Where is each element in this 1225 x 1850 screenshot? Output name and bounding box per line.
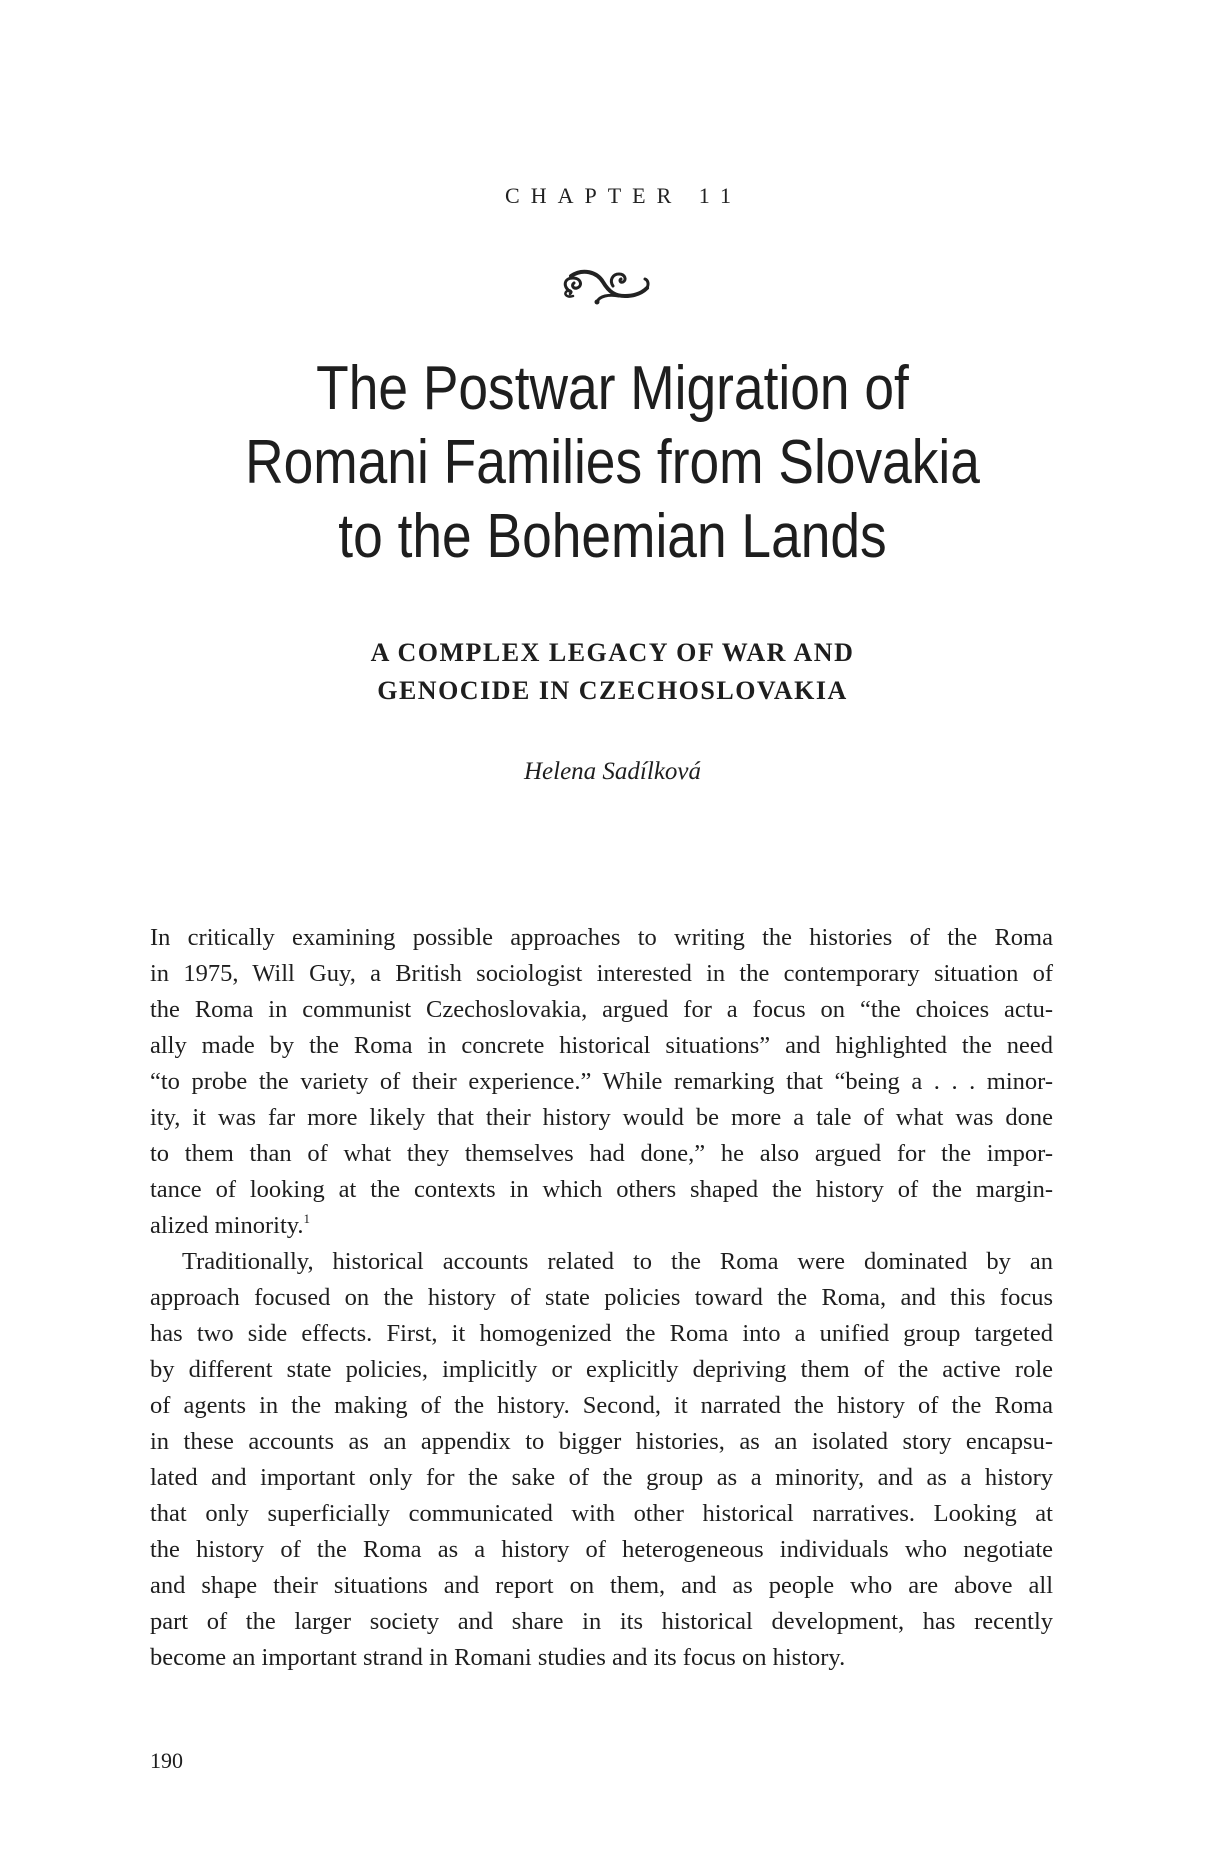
footnote-reference[interactable]: 1 <box>303 1211 311 1226</box>
paragraph <box>150 1244 1053 1676</box>
fleuron-ornament-icon <box>553 262 653 306</box>
text-line: that only superficially communicated with other historical narratives. Looking at <box>150 1500 1053 1527</box>
chapter-title <box>86 352 1140 574</box>
text-line: tance of looking at the contexts in which others shaped the history of the margin- <box>150 1176 1053 1203</box>
text-line-content: alized minority. <box>150 1212 304 1239</box>
text-line: the Roma in communist Czechoslovakia, argued for a focus on “the choices actu- <box>150 996 1053 1023</box>
text-line <box>150 1208 1053 1244</box>
chapter-title-line: Romani Families from Slovakia <box>245 428 980 497</box>
text-line: to them than of what they themselves had done,” he also argued for the impor- <box>150 1140 1053 1167</box>
chapter-subtitle-line: GENOCIDE IN CZECHOSLOVAKIA <box>377 676 848 705</box>
author-name: Helena Sadílková <box>523 758 702 785</box>
paragraph <box>150 920 1053 1244</box>
chapter-subtitle <box>0 634 1225 710</box>
page-number: 190 <box>150 1748 183 1773</box>
text-line: ally made by the Roma in concrete historical situations” and highlighted the need <box>150 1032 1053 1059</box>
text-line: by different state policies, implicitly or explicitly depriving them of the active role <box>150 1356 1053 1383</box>
text-line: part of the larger society and share in its historical development, has recently <box>150 1608 1053 1635</box>
text-line: the history of the Roma as a history of heterogeneous individuals who negotiate <box>150 1536 1053 1563</box>
text-line: in these accounts as an appendix to bigger histories, as an isolated story encapsu- <box>150 1428 1053 1455</box>
chapter-subtitle-line: A COMPLEX LEGACY OF WAR AND <box>370 638 855 667</box>
text-line: lated and important only for the sake of the group as a minority, and as a history <box>150 1464 1053 1491</box>
chapter-label: CHAPTER 11 <box>505 183 742 208</box>
text-line: has two side effects. First, it homogenized the Roma into a unified group targeted <box>150 1320 1053 1347</box>
chapter-title-line: The Postwar Migration of <box>316 354 909 423</box>
text-line: become an important strand in Romani studies and its focus on history. <box>150 1644 846 1671</box>
chapter-title-line: to the Bohemian Lands <box>338 502 887 571</box>
text-line: ity, it was far more likely that their history would be more a tale of what was done <box>150 1104 1053 1131</box>
body-text <box>150 920 1053 1676</box>
text-line: approach focused on the history of state policies toward the Roma, and this focus <box>150 1284 1053 1311</box>
text-line: in 1975, Will Guy, a British sociologist interested in the contemporary situation of <box>150 960 1053 987</box>
text-line: of agents in the making of the history. Second, it narrated the history of the Roma <box>150 1392 1053 1419</box>
text-line: and shape their situations and report on them, and as people who are above all <box>150 1572 1053 1599</box>
text-line: In critically examining possible approaches to writing the histories of the Roma <box>150 924 1053 951</box>
text-line: Traditionally, historical accounts related to the Roma were dominated by an <box>182 1248 1053 1275</box>
text-line: “to probe the variety of their experience.” While remarking that “being a . . . minor- <box>150 1068 1053 1095</box>
